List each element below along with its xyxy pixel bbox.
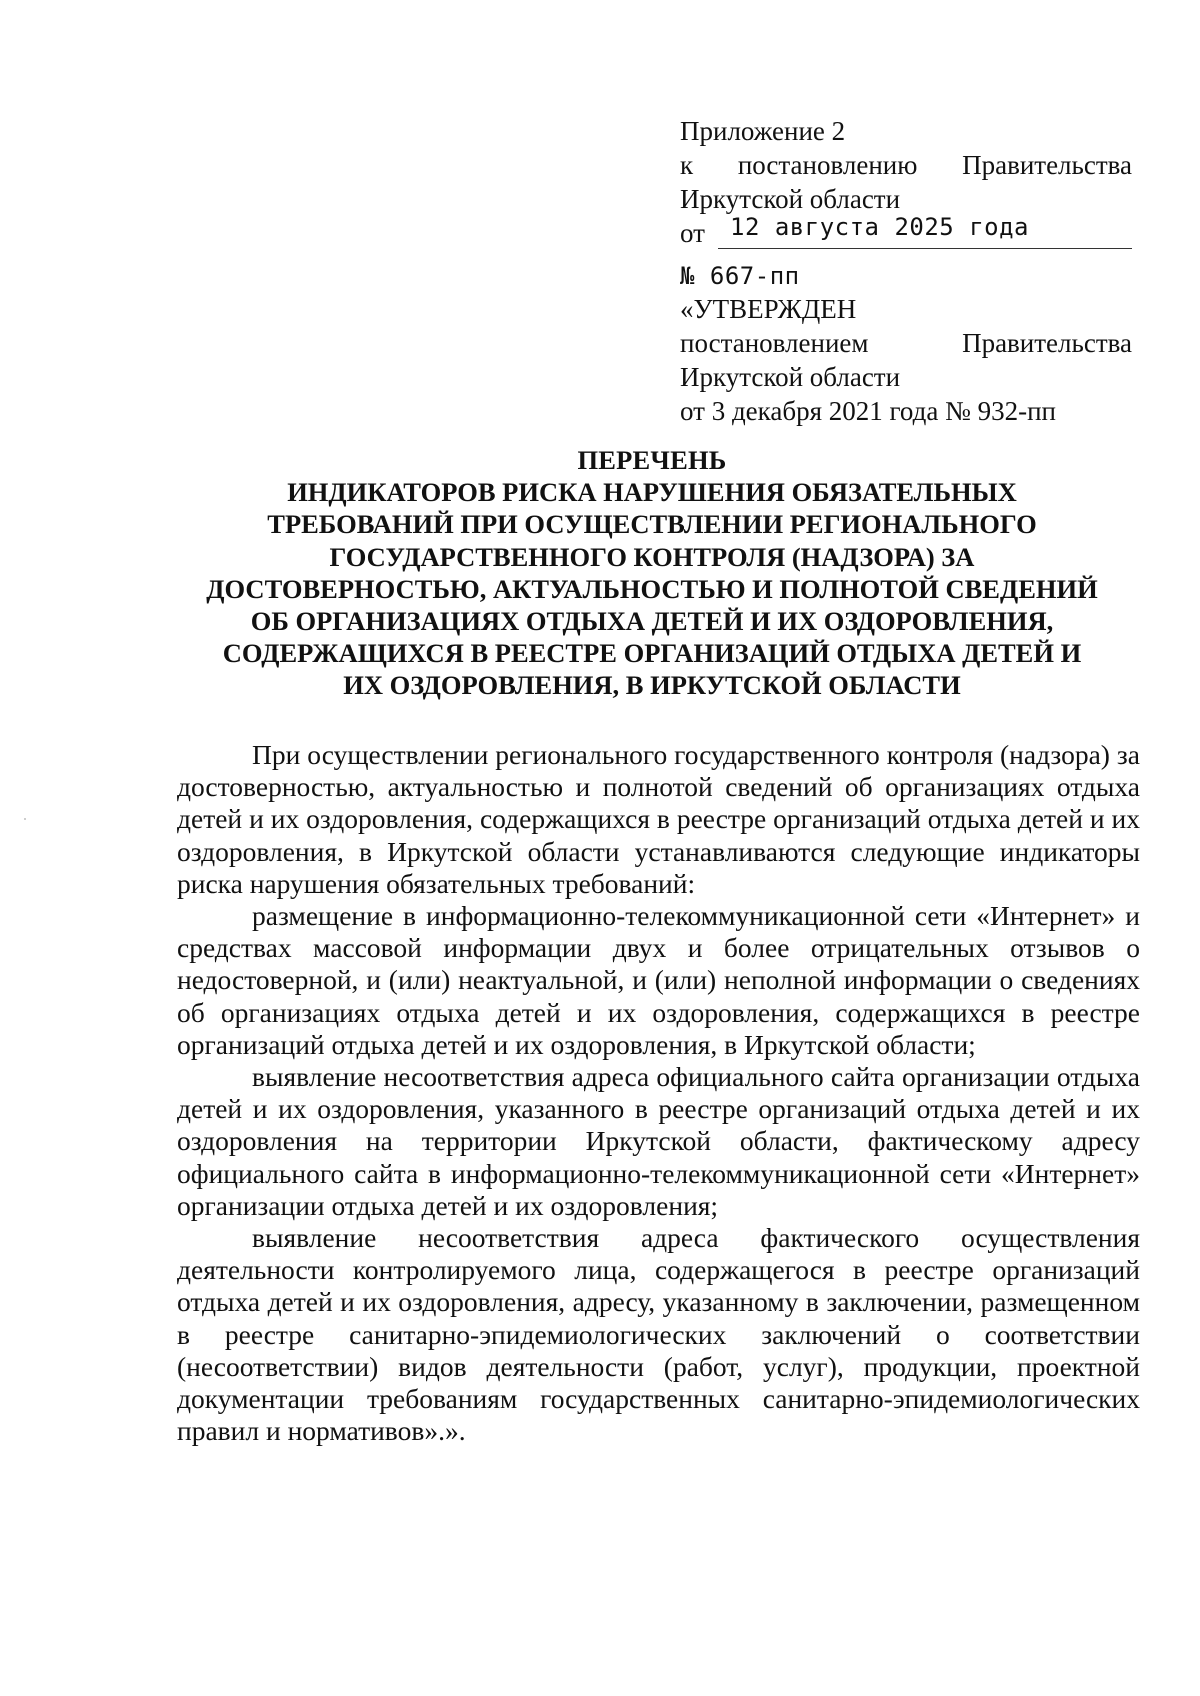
approved-label: «УТВЕРЖДЕН xyxy=(680,294,857,324)
body-paragraph-indicator-2: выявление несоответствия адреса официального сайта организации отдыха детей и их оздоровления, указанного в реестре организаций отдыха детей и их оздоровления на территории Иркутской области, фактическому адресу официального сайта в информационно-телекоммуникационной сети «Интернет» организации отдыха детей и их оздоровления; xyxy=(177,1061,1140,1221)
appendix-to-word: к xyxy=(680,150,694,180)
title-line: ДОСТОВЕРНОСТЬЮ, АКТУАЛЬНОСТЬЮ И ПОЛНОТОЙ СВЕДЕНИЙ xyxy=(206,573,1098,604)
body-paragraph-indicator-3: выявление несоответствия адреса фактического осуществления деятельности контролируемого лица, содержащегося в реестре организаций отдыха детей и их оздоровления, адресу, указанному в заключении, размещенном в реестре санитарно-эпидемиологических заключений о соответствии (несоответствии) видов деятельности (работ, услуг), продукции, проектной документации требованиям государственных санитарно-эпидемиологических правил и нормативов».». xyxy=(177,1222,1140,1447)
approved-government-word: Правительства xyxy=(962,328,1132,358)
document-body xyxy=(177,739,1140,1447)
approved-date-number: от 3 декабря 2021 года № 932-пп xyxy=(680,396,1057,426)
title-line: ИНДИКАТОРОВ РИСКА НАРУШЕНИЯ ОБЯЗАТЕЛЬНЫХ xyxy=(287,477,1017,508)
appendix-number-line xyxy=(680,258,1132,292)
date-underline xyxy=(718,248,1132,249)
body-paragraph-intro: При осуществлении регионального государственного контроля (надзора) за достоверностью, актуальностью и полнотой сведений об организациях отдыха детей и их оздоровления, содержащихся в реестре организаций отдыха детей и их оздоровления, в Иркутской области устанавливаются следующие индикаторы риска нарушения обязательных требований: xyxy=(177,739,1140,899)
title-line: ИХ ОЗДОРОВЛЕНИЯ, В ИРКУТСКОЙ ОБЛАСТИ xyxy=(343,670,961,701)
appendix-resolution-word: постановлению xyxy=(737,150,918,180)
title-line: СОДЕРЖАЩИХСЯ В РЕЕСТРЕ ОРГАНИЗАЦИЙ ОТДЫХА ДЕТЕЙ И xyxy=(222,638,1082,669)
appendix-from-prefix: от xyxy=(680,218,705,248)
approved-by-line xyxy=(680,326,1132,360)
appendix-region: Иркутской области xyxy=(680,184,901,214)
title-line: ОБ ОРГАНИЗАЦИЯХ ОТДЫХА ДЕТЕЙ И ИХ ОЗДОРОВЛЕНИЯ, xyxy=(250,606,1054,637)
approved-by-word: постановлением xyxy=(680,328,869,358)
document-title xyxy=(172,444,1132,702)
approved-region: Иркутской области xyxy=(680,362,901,392)
scan-artifact xyxy=(24,818,26,820)
appendix-date: 12 августа 2025 года xyxy=(730,213,1029,241)
appendix-resolution-line xyxy=(680,148,1132,182)
title-heading: ПЕРЕЧЕНЬ xyxy=(577,445,727,475)
body-paragraph-indicator-1: размещение в информационно-телекоммуникационной сети «Интернет» и средствах массовой информации двух и более отрицательных отзывов о недостоверной, и (или) неактуальной, и (или) неполной информации о сведениях об организациях отдыха детей и их оздоровления, содержащихся в реестре организаций отдыха детей и их оздоровления, в Иркутской области; xyxy=(177,900,1140,1060)
appendix-label: Приложение 2 xyxy=(680,116,846,146)
title-line: ГОСУДАРСТВЕННОГО КОНТРОЛЯ (НАДЗОРА) ЗА xyxy=(329,541,975,572)
appendix-date-line xyxy=(680,213,1132,250)
appendix-number: № 667-пп xyxy=(680,262,800,290)
appendix-government-word: Правительства xyxy=(962,150,1133,180)
title-line: ТРЕБОВАНИЙ ПРИ ОСУЩЕСТВЛЕНИИ РЕГИОНАЛЬНОГО xyxy=(267,509,1037,540)
appendix-block xyxy=(680,114,1132,428)
